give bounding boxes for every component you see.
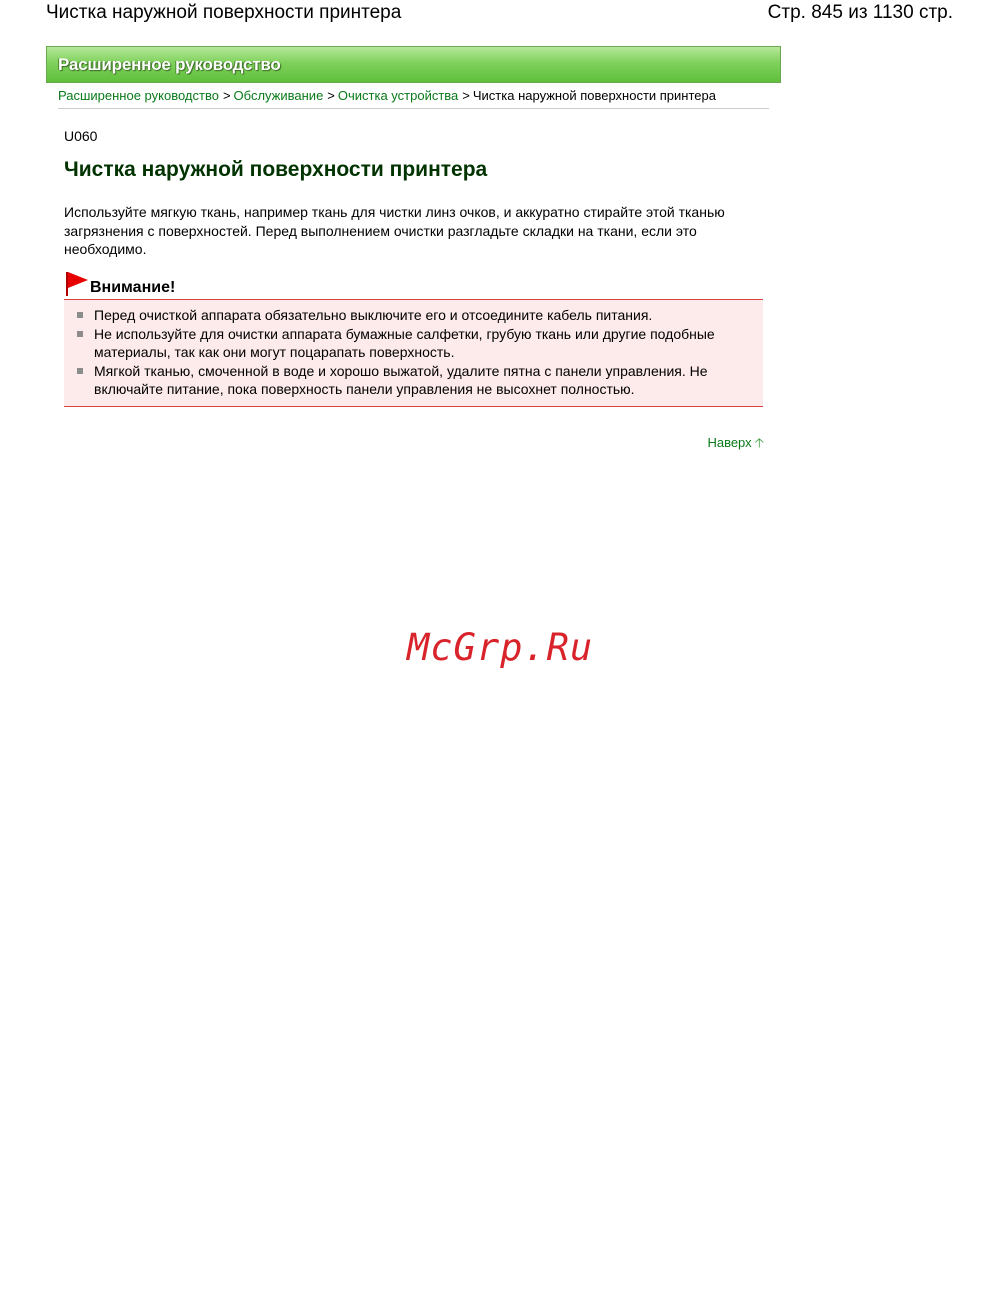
breadcrumb-current: Чистка наружной поверхности принтера [472,88,716,103]
list-item-text: Не используйте для очистки аппарата бумажные салфетки, грубую ткань или другие подобные материалы, так как они могут поцарапать поверхность. [94,325,715,360]
caution-box [64,299,763,407]
list-item [74,325,749,362]
list-item [74,362,749,399]
watermark: McGrp.Ru [407,626,594,669]
list-item-text: Перед очисткой аппарата обязательно выключите его и отсоедините кабель питания. [94,307,653,323]
banner-label: Расширенное руководство [58,55,281,74]
bullet-icon [77,331,83,337]
back-to-top-link[interactable] [707,434,764,456]
breadcrumb-link-maintenance[interactable]: Обслуживание [233,88,324,103]
breadcrumb-link-cleaning[interactable]: Очистка устройства [337,88,459,103]
list-item [74,306,749,325]
back-to-top-label: Наверх [707,435,752,450]
breadcrumb-link-advanced-guide[interactable]: Расширенное руководство [58,88,219,103]
document-title: Чистка наружной поверхности принтера [46,2,402,23]
page-title: Чистка наружной поверхности принтера [64,158,488,181]
bullet-icon [77,368,83,374]
page-counter: Стр. 845 из 1130 стр. [767,2,953,23]
breadcrumb [58,88,769,109]
caution-title: Внимание! [90,279,176,296]
arrow-up-icon: 🡡 [754,435,764,450]
caution-list [74,306,749,399]
red-flag-icon [64,271,90,297]
bullet-icon [77,312,83,318]
topic-code: U060 [64,128,98,144]
section-banner [46,46,781,83]
breadcrumb-separator: > [327,88,335,103]
list-item-text: Мягкой тканью, смоченной в воде и хорошо выжатой, удалите пятна с панели управления. Не включайте питание, пока поверхность панели управления не высохнет полностью. [94,362,708,397]
breadcrumb-separator: > [462,88,470,103]
breadcrumb-separator: > [222,88,231,103]
intro-paragraph: Используйте мягкую ткань, например ткань для чистки линз очков, и аккуратно стирайте этой тканью загрязнения с поверхностей. Перед выполнением очистки разгладьте складки на ткани, если это необходимо. [64,204,725,257]
